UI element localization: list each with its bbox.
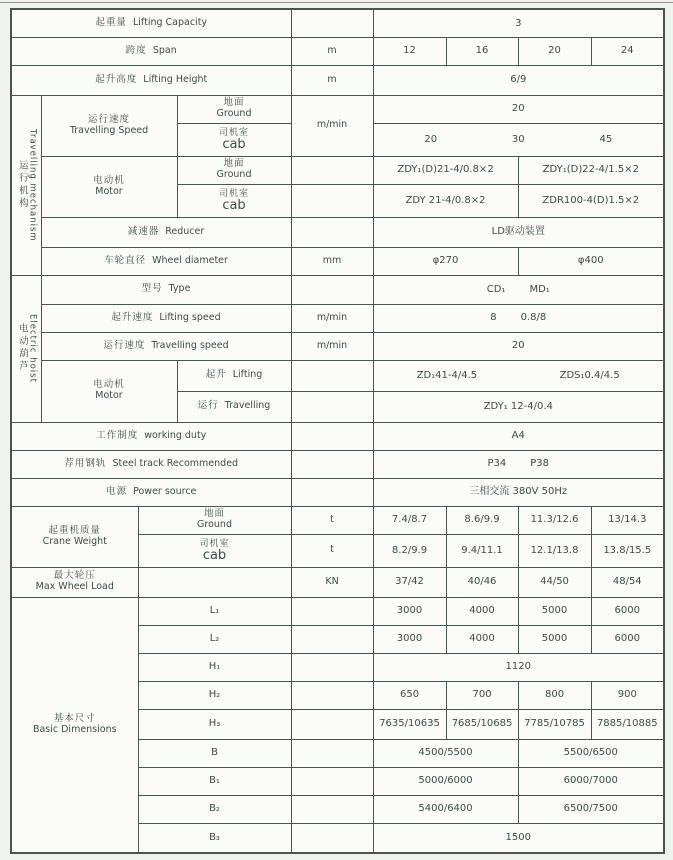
hoist-motor-lifting-values: ZD₁41-4/4.5 ZDS₁0.4/4.5 [373, 360, 664, 391]
row-travel-speed-ground [11, 95, 664, 123]
dim-b-label: B [138, 739, 291, 767]
span-value-24: 24 [591, 37, 664, 65]
hoist-type-values: CD₁ MD₁ [373, 275, 664, 304]
dim-l1-value-4: 6000 [591, 597, 664, 625]
dim-h2-value-1: 650 [373, 681, 446, 709]
hoist-travelling-speed-label: 运行速度 Travelling speed [41, 332, 291, 360]
crane-weight-ground-value-1: 7.4/8.7 [373, 506, 446, 534]
crane-weight-ground-label: 地面 Ground [138, 506, 291, 534]
crane-weight-ground-value-2: 8.6/9.9 [446, 506, 518, 534]
crane-weight-group-label: 起重机质量 Crane Weight [11, 506, 138, 567]
lifting-height-label: 起升高度 Lifting Height [11, 65, 291, 95]
row-span [11, 37, 664, 65]
dim-l1-label: L₁ [138, 597, 291, 625]
steel-track-values: P34 P38 [373, 450, 664, 478]
dim-b2-value-1: 5400/6400 [373, 795, 518, 823]
basic-dimensions-group-label: 基本尺寸 Basic Dimensions [11, 597, 138, 853]
hoist-motor-travelling-unit [291, 391, 373, 422]
travelling-speed-ground-value: 20 [373, 95, 664, 123]
travel-motor-ground-label: 地面 Ground [177, 156, 291, 184]
hoist-travelling-speed-unit: m/min [291, 332, 373, 360]
row-power-source [11, 478, 664, 506]
crane-weight-cab-value-4: 13.8/15.5 [591, 534, 664, 567]
crane-weight-cab-value-1: 8.2/9.9 [373, 534, 446, 567]
crane-weight-ground-unit: t [291, 506, 373, 534]
span-label: 跨度 Span [11, 37, 291, 65]
travel-motor-ground-value-2: ZDY₁(D)22-4/1.5×2 [518, 156, 664, 184]
dim-h1-label: H₁ [138, 653, 291, 681]
crane-weight-cab-value-2: 9.4/11.1 [446, 534, 518, 567]
dim-h2-value-3: 800 [518, 681, 591, 709]
max-wheel-load-value-2: 40/46 [446, 567, 518, 597]
dim-h2-unit [291, 681, 373, 709]
lifting-height-unit: m [291, 65, 373, 95]
dim-b2-label: B₂ [138, 795, 291, 823]
dim-b2-value-2: 6500/7500 [518, 795, 664, 823]
row-hoist-motor-lifting [11, 360, 664, 391]
power-source-label: 电源 Power source [11, 478, 291, 506]
travel-motor-cab-unit [291, 184, 373, 217]
travelling-mechanism-group-label: 运行机构 Travelling mechanism [11, 95, 41, 275]
reducer-unit [291, 217, 373, 247]
row-travel-motor-ground [11, 156, 664, 184]
dim-l2-value-2: 4000 [446, 625, 518, 653]
crane-weight-cab-unit: t [291, 534, 373, 567]
lifting-capacity-unit [291, 9, 373, 37]
dim-b1-unit [291, 767, 373, 795]
hoist-motor-lifting-label: 起升 Lifting [177, 360, 291, 391]
travelling-speed-ground-label: 地面 Ground [177, 95, 291, 123]
reducer-label: 减速器 Reducer [41, 217, 291, 247]
row-steel-track [11, 450, 664, 478]
dim-h2-value-4: 900 [591, 681, 664, 709]
span-unit: m [291, 37, 373, 65]
working-duty-value: A4 [373, 422, 664, 450]
dim-l2-value-4: 6000 [591, 625, 664, 653]
crane-weight-cab-label: 司机室 cab [138, 534, 291, 567]
dim-b-unit [291, 739, 373, 767]
row-wheel-diameter [11, 247, 664, 275]
dim-b3-label: B₃ [138, 823, 291, 853]
dim-h3-value-3: 7785/10785 [518, 709, 591, 739]
dim-l2-label: L₂ [138, 625, 291, 653]
max-wheel-load-value-1: 37/42 [373, 567, 446, 597]
power-source-unit [291, 478, 373, 506]
max-wheel-load-spacer [138, 567, 291, 597]
dim-b2-unit [291, 795, 373, 823]
row-crane-weight-ground [11, 506, 664, 534]
travelling-speed-unit: m/min [291, 95, 373, 156]
row-hoist-type [11, 275, 664, 304]
hoist-lifting-speed-label: 起升速度 Lifting speed [41, 304, 291, 332]
steel-track-unit [291, 450, 373, 478]
hoist-lifting-speed-values: 8 0.8/8 [373, 304, 664, 332]
dim-h3-unit [291, 709, 373, 739]
wheel-diameter-value-1: φ270 [373, 247, 518, 275]
row-max-wheel-load [11, 567, 664, 597]
hoist-motor-lifting-unit [291, 360, 373, 391]
dim-h3-value-4: 7885/10885 [591, 709, 664, 739]
travelling-speed-cab-values: 20 30 45 [373, 123, 664, 156]
wheel-diameter-value-2: φ400 [518, 247, 664, 275]
working-duty-label: 工作制度 working duty [11, 422, 291, 450]
reducer-value: LD驱动装置 [373, 217, 664, 247]
span-value-16: 16 [446, 37, 518, 65]
lifting-height-value: 6/9 [373, 65, 664, 95]
travel-motor-cab-value-2: ZDR100-4(D)1.5×2 [518, 184, 664, 217]
dim-h2-value-2: 700 [446, 681, 518, 709]
hoist-type-label: 型号 Type [41, 275, 291, 304]
travel-motor-label: 电动机 Motor [41, 156, 177, 217]
dim-l1-unit [291, 597, 373, 625]
travelling-speed-cab-label: 司机室 cab [177, 123, 291, 156]
dim-b-value-2: 5500/6500 [518, 739, 664, 767]
travelling-speed-label: 运行速度 Travelling Speed [41, 95, 177, 156]
max-wheel-load-unit: KN [291, 567, 373, 597]
steel-track-label: 荐用钢轨 Steel track Recommended [11, 450, 291, 478]
dim-h3-value-2: 7685/10685 [446, 709, 518, 739]
lifting-capacity-value: 3 [373, 9, 664, 37]
dim-l2-value-3: 5000 [518, 625, 591, 653]
dim-b1-label: B₁ [138, 767, 291, 795]
crane-weight-ground-value-4: 13/14.3 [591, 506, 664, 534]
crane-spec-table [10, 8, 665, 854]
working-duty-unit [291, 422, 373, 450]
electric-hoist-group-label: 电动葫芦 Electric hoist [11, 275, 41, 422]
dim-b1-value-1: 5000/6000 [373, 767, 518, 795]
hoist-motor-label: 电动机 Motor [41, 360, 177, 422]
span-value-12: 12 [373, 37, 446, 65]
dim-l1-value-3: 5000 [518, 597, 591, 625]
hoist-type-unit [291, 275, 373, 304]
travel-motor-cab-value-1: ZDY 21-4/0.8×2 [373, 184, 518, 217]
dim-b3-unit [291, 823, 373, 853]
row-working-duty [11, 422, 664, 450]
lifting-capacity-label: 起重量 Lifting Capacity [11, 9, 291, 37]
wheel-diameter-unit: mm [291, 247, 373, 275]
power-source-value: 三相交流 380V 50Hz [373, 478, 664, 506]
max-wheel-load-value-3: 44/50 [518, 567, 591, 597]
dim-h2-label: H₂ [138, 681, 291, 709]
hoist-motor-travelling-label: 运行 Travelling [177, 391, 291, 422]
hoist-travelling-speed-value: 20 [373, 332, 664, 360]
max-wheel-load-label: 最大轮压 Max Wheel Load [11, 567, 138, 597]
dim-b1-value-2: 6000/7000 [518, 767, 664, 795]
row-lifting-capacity [11, 9, 664, 37]
wheel-diameter-label: 车轮直径 Wheel diameter [41, 247, 291, 275]
dim-b-value-1: 4500/5500 [373, 739, 518, 767]
dim-h3-label: H₃ [138, 709, 291, 739]
travel-motor-cab-label: 司机室 cab [177, 184, 291, 217]
dim-l1-value-2: 4000 [446, 597, 518, 625]
crane-weight-ground-value-3: 11.3/12.6 [518, 506, 591, 534]
dim-l2-value-1: 3000 [373, 625, 446, 653]
travel-motor-ground-value-1: ZDY₁(D)21-4/0.8×2 [373, 156, 518, 184]
row-dim-l1 [11, 597, 664, 625]
dim-h3-value-1: 7635/10635 [373, 709, 446, 739]
hoist-motor-travelling-value: ZDY₁ 12-4/0.4 [373, 391, 664, 422]
row-hoist-lifting-speed [11, 304, 664, 332]
row-hoist-travelling-speed [11, 332, 664, 360]
dim-l2-unit [291, 625, 373, 653]
dim-h1-value: 1120 [373, 653, 664, 681]
travel-motor-ground-unit [291, 156, 373, 184]
row-lifting-height [11, 65, 664, 95]
dim-l1-value-1: 3000 [373, 597, 446, 625]
dim-b3-value: 1500 [373, 823, 664, 853]
span-value-20: 20 [518, 37, 591, 65]
crane-weight-cab-value-3: 12.1/13.8 [518, 534, 591, 567]
row-reducer [11, 217, 664, 247]
dim-h1-unit [291, 653, 373, 681]
scan-top-rule [0, 2, 673, 3]
hoist-lifting-speed-unit: m/min [291, 304, 373, 332]
max-wheel-load-value-4: 48/54 [591, 567, 664, 597]
